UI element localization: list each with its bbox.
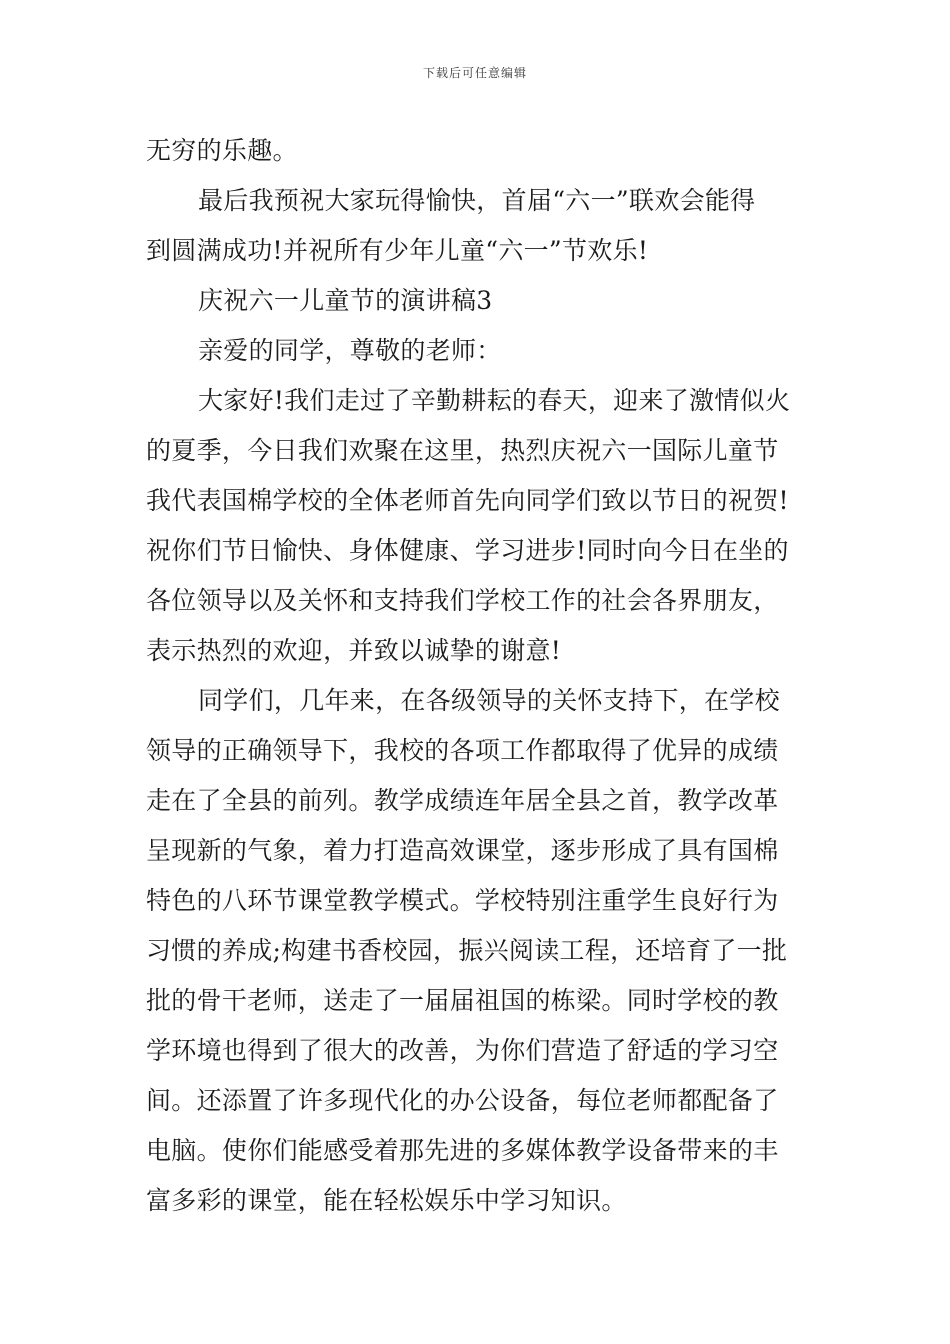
text-line: 电脑。使你们能感受着那先进的多媒体教学设备带来的丰 xyxy=(146,1136,779,1165)
text-line: 特色的八环节课堂教学模式。学校特别注重学生良好行为 xyxy=(146,886,779,915)
text-line: 批的骨干老师，送走了一届届祖国的栋梁。同时学校的教 xyxy=(146,986,779,1015)
text-line: 表示热烈的欢迎，并致以诚挚的谢意! xyxy=(146,636,562,665)
text-line: 祝你们节日愉快、身体健康、学习进步!同时向今日在坐的 xyxy=(146,536,789,565)
text-line: 习惯的养成;构建书香校园，振兴阅读工程，还培育了一批 xyxy=(146,936,788,965)
text-line: 庆祝六一儿童节的演讲稿3 xyxy=(198,286,493,315)
text-line: 呈现新的气象，着力打造高效课堂，逐步形成了具有国棉 xyxy=(146,836,779,865)
text-line: 富多彩的课堂，能在轻松娱乐中学习知识。 xyxy=(146,1186,627,1215)
text-line: 的夏季，今日我们欢聚在这里，热烈庆祝六一国际儿童节 xyxy=(146,436,779,465)
text-line: 亲爱的同学，尊敬的老师： xyxy=(198,336,502,365)
text-line: 领导的正确领导下，我校的各项工作都取得了优异的成绩 xyxy=(146,736,779,765)
document-body xyxy=(146,126,806,1226)
text-line: 各位领导以及关怀和支持我们学校工作的社会各界朋友， xyxy=(146,586,779,615)
text-line: 大家好!我们走过了辛勤耕耘的春天，迎来了激情似火 xyxy=(198,386,791,415)
page-header-note: 下载后可任意编辑 xyxy=(422,66,527,80)
text-line: 同学们，几年来，在各级领导的关怀支持下，在学校 xyxy=(198,686,780,715)
text-line: 最后我预祝大家玩得愉快，首届“六一”联欢会能得 xyxy=(198,186,756,215)
text-line: 我代表国棉学校的全体老师首先向同学们致以节日的祝贺! xyxy=(146,486,789,515)
text-line: 无穷的乐趣。 xyxy=(146,136,298,165)
text-line: 间。还添置了许多现代化的办公设备，每位老师都配备了 xyxy=(146,1086,779,1115)
text-line: 走在了全县的前列。教学成绩连年居全县之首，教学改革 xyxy=(146,786,779,815)
text-line: 学环境也得到了很大的改善，为你们营造了舒适的学习空 xyxy=(146,1036,779,1065)
text-line: 到圆满成功!并祝所有少年儿童“六一”节欢乐! xyxy=(146,236,649,265)
